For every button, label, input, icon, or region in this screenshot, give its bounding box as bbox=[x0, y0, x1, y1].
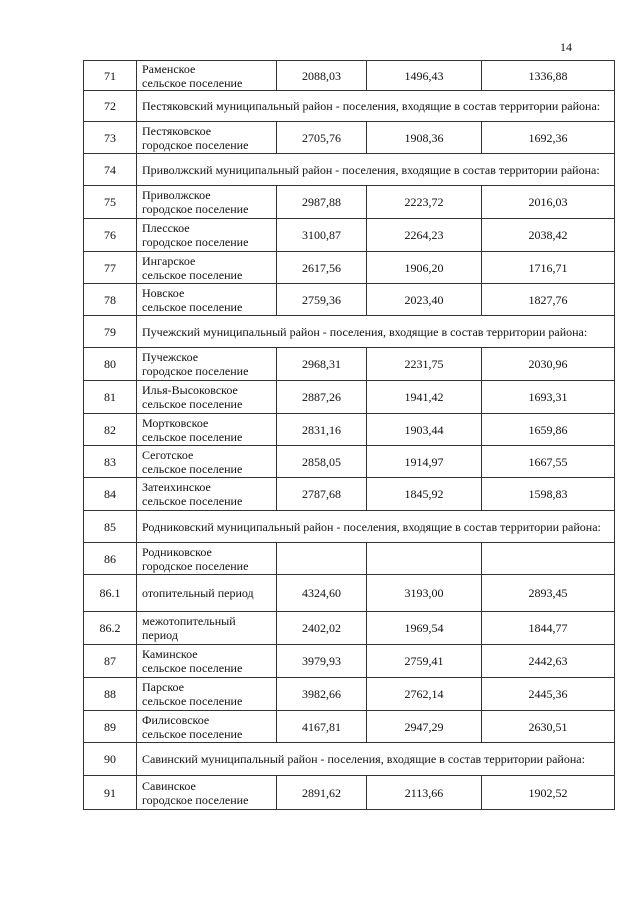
settlement-name bbox=[137, 219, 277, 252]
settlement-name-line: Новское bbox=[142, 285, 185, 300]
value-cell-v3: 1844,77 bbox=[482, 612, 615, 645]
settlement-name bbox=[137, 776, 277, 810]
value-cell-v3: 1659,86 bbox=[482, 414, 615, 446]
settlement-name bbox=[137, 645, 277, 678]
row-number: 86.2 bbox=[84, 612, 137, 645]
tariff-table bbox=[83, 60, 615, 810]
district-heading: Пестяковский муниципальный район - поселения, входящие в состав территории района: bbox=[137, 91, 615, 122]
table-row bbox=[84, 154, 615, 186]
value-cell-v1: 2987,88 bbox=[277, 186, 367, 219]
value-cell-v3: 1716,71 bbox=[482, 252, 615, 284]
table-row bbox=[84, 776, 615, 810]
table-row bbox=[84, 645, 615, 678]
value-cell-v1: 4324,60 bbox=[277, 575, 367, 612]
row-number: 89 bbox=[84, 711, 137, 743]
table-row bbox=[84, 348, 615, 381]
table-row bbox=[84, 381, 615, 414]
table-row bbox=[84, 575, 615, 612]
row-number: 80 bbox=[84, 348, 137, 381]
value-cell-v3: 1902,52 bbox=[482, 776, 615, 810]
row-number: 90 bbox=[84, 743, 137, 776]
row-number: 86 bbox=[84, 543, 137, 575]
settlement-name-line: Плесское bbox=[142, 221, 190, 235]
settlement-name-line: сельское поселение bbox=[142, 461, 243, 476]
settlement-name-line: городское поселение bbox=[142, 558, 249, 573]
value-cell-v2: 2023,40 bbox=[367, 284, 482, 316]
settlement-name-line: городское поселение bbox=[142, 235, 249, 249]
value-cell-v2: 1496,43 bbox=[367, 61, 482, 91]
value-cell-v2: 1906,20 bbox=[367, 252, 482, 284]
settlement-name-line: городское поселение bbox=[142, 202, 249, 216]
table-row bbox=[84, 511, 615, 543]
settlement-name-line: городское поселение bbox=[142, 792, 249, 807]
district-heading: Родниковский муниципальный район - поселения, входящие в состав территории района: bbox=[137, 511, 615, 543]
settlement-name bbox=[137, 186, 277, 219]
settlement-name-line: Пестяковское bbox=[142, 123, 212, 138]
value-cell-v1: 2787,68 bbox=[277, 478, 367, 511]
table-row bbox=[84, 122, 615, 154]
value-cell-v3: 1667,55 bbox=[482, 446, 615, 478]
settlement-name-line: Филисовское bbox=[142, 712, 210, 727]
value-cell-v2: 2231,75 bbox=[367, 348, 482, 381]
settlement-name-line: Ингарское bbox=[142, 253, 196, 268]
value-cell-v1: 2891,62 bbox=[277, 776, 367, 810]
table-row bbox=[84, 284, 615, 316]
settlement-name-line: Каминское bbox=[142, 647, 198, 661]
settlement-name bbox=[137, 61, 277, 91]
value-cell-v3: 1692,36 bbox=[482, 122, 615, 154]
settlement-name bbox=[137, 348, 277, 381]
settlement-name-line: городское поселение bbox=[142, 137, 249, 152]
settlement-name-line: Затеихинское bbox=[142, 480, 211, 494]
value-cell-v1: 2759,36 bbox=[277, 284, 367, 316]
page-number: 14 bbox=[560, 40, 572, 54]
table-row bbox=[84, 543, 615, 575]
settlement-name bbox=[137, 252, 277, 284]
settlement-name bbox=[137, 575, 277, 612]
value-cell-v3: 2030,96 bbox=[482, 348, 615, 381]
settlement-name-line: Сеготское bbox=[142, 447, 194, 462]
district-heading: Приволжский муниципальный район - поселения, входящие в состав территории района: bbox=[137, 154, 615, 186]
value-cell-v3: 1336,88 bbox=[482, 61, 615, 91]
table-row bbox=[84, 186, 615, 219]
value-cell-v2 bbox=[367, 543, 482, 575]
settlement-name-line: сельское поселение bbox=[142, 429, 243, 444]
row-number: 73 bbox=[84, 122, 137, 154]
table-row bbox=[84, 446, 615, 478]
settlement-name bbox=[137, 612, 277, 645]
settlement-name bbox=[137, 414, 277, 446]
settlement-name-line: сельское поселение bbox=[142, 726, 243, 741]
value-cell-v1: 3982,66 bbox=[277, 678, 367, 711]
row-number: 81 bbox=[84, 381, 137, 414]
settlement-name bbox=[137, 122, 277, 154]
table-row bbox=[84, 478, 615, 511]
row-number: 71 bbox=[84, 61, 137, 91]
value-cell-v3: 1693,31 bbox=[482, 381, 615, 414]
settlement-name bbox=[137, 678, 277, 711]
settlement-name-line: период bbox=[142, 628, 178, 642]
value-cell-v1: 2617,56 bbox=[277, 252, 367, 284]
table-row bbox=[84, 743, 615, 776]
settlement-name-line: Родниковское bbox=[142, 544, 212, 559]
settlement-name-line: сельское поселение bbox=[142, 267, 243, 282]
value-cell-v3: 2630,51 bbox=[482, 711, 615, 743]
value-cell-v2: 1908,36 bbox=[367, 122, 482, 154]
value-cell-v2: 1903,44 bbox=[367, 414, 482, 446]
value-cell-v3: 2038,42 bbox=[482, 219, 615, 252]
settlement-name-line: межотопительный bbox=[142, 614, 236, 628]
table-row bbox=[84, 678, 615, 711]
value-cell-v3: 2445,36 bbox=[482, 678, 615, 711]
value-cell-v1: 2858,05 bbox=[277, 446, 367, 478]
settlement-name-line: сельское поселение bbox=[142, 299, 243, 314]
table-row bbox=[84, 414, 615, 446]
settlement-name-line: сельское поселение bbox=[142, 694, 243, 708]
settlement-name-line: городское поселение bbox=[142, 364, 249, 378]
table-row bbox=[84, 316, 615, 348]
row-number: 74 bbox=[84, 154, 137, 186]
settlement-name bbox=[137, 478, 277, 511]
row-number: 83 bbox=[84, 446, 137, 478]
row-number: 86.1 bbox=[84, 575, 137, 612]
settlement-name-line: Приволжское bbox=[142, 188, 211, 202]
value-cell-v3: 2016,03 bbox=[482, 186, 615, 219]
table-row bbox=[84, 61, 615, 91]
table-row bbox=[84, 91, 615, 122]
value-cell-v2: 2223,72 bbox=[367, 186, 482, 219]
value-cell-v1: 4167,81 bbox=[277, 711, 367, 743]
row-number: 77 bbox=[84, 252, 137, 284]
settlement-name-line: Парское bbox=[142, 680, 185, 694]
settlement-name-line: сельское поселение bbox=[142, 397, 243, 411]
value-cell-v1: 2968,31 bbox=[277, 348, 367, 381]
table-body bbox=[84, 61, 615, 810]
row-number: 79 bbox=[84, 316, 137, 348]
value-cell-v1: 3100,87 bbox=[277, 219, 367, 252]
row-number: 76 bbox=[84, 219, 137, 252]
value-cell-v1 bbox=[277, 543, 367, 575]
settlement-name bbox=[137, 284, 277, 316]
value-cell-v3: 1827,76 bbox=[482, 284, 615, 316]
settlement-name-line: Илья-Высоковское bbox=[142, 383, 238, 397]
value-cell-v1: 3979,93 bbox=[277, 645, 367, 678]
value-cell-v1: 2705,76 bbox=[277, 122, 367, 154]
row-number: 78 bbox=[84, 284, 137, 316]
value-cell-v2: 2264,23 bbox=[367, 219, 482, 252]
district-heading: Пучежский муниципальный район - поселения, входящие в состав территории района: bbox=[137, 316, 615, 348]
table-row bbox=[84, 612, 615, 645]
row-number: 84 bbox=[84, 478, 137, 511]
row-number: 88 bbox=[84, 678, 137, 711]
value-cell-v2: 2762,14 bbox=[367, 678, 482, 711]
row-number: 82 bbox=[84, 414, 137, 446]
value-cell-v2: 1914,97 bbox=[367, 446, 482, 478]
settlement-name-line: сельское поселение bbox=[142, 494, 243, 508]
table-row bbox=[84, 219, 615, 252]
settlement-name-line: Савинское bbox=[142, 778, 196, 793]
row-number: 75 bbox=[84, 186, 137, 219]
settlement-name-line: отопительный период bbox=[142, 586, 254, 600]
value-cell-v1: 2887,26 bbox=[277, 381, 367, 414]
value-cell-v2: 3193,00 bbox=[367, 575, 482, 612]
value-cell-v3: 2893,45 bbox=[482, 575, 615, 612]
row-number: 91 bbox=[84, 776, 137, 810]
value-cell-v1: 2088,03 bbox=[277, 61, 367, 91]
value-cell-v3: 1598,83 bbox=[482, 478, 615, 511]
value-cell-v1: 2402,02 bbox=[277, 612, 367, 645]
settlement-name-line: сельское поселение bbox=[142, 75, 243, 90]
value-cell-v3 bbox=[482, 543, 615, 575]
row-number: 72 bbox=[84, 91, 137, 122]
settlement-name bbox=[137, 543, 277, 575]
value-cell-v2: 2113,66 bbox=[367, 776, 482, 810]
settlement-name bbox=[137, 711, 277, 743]
table-row bbox=[84, 252, 615, 284]
table-row bbox=[84, 711, 615, 743]
settlement-name-line: сельское поселение bbox=[142, 661, 243, 675]
value-cell-v2: 1941,42 bbox=[367, 381, 482, 414]
value-cell-v2: 2759,41 bbox=[367, 645, 482, 678]
settlement-name-line: Мортковское bbox=[142, 415, 209, 430]
value-cell-v3: 2442,63 bbox=[482, 645, 615, 678]
settlement-name-line: Раменское bbox=[142, 61, 196, 76]
value-cell-v2: 2947,29 bbox=[367, 711, 482, 743]
value-cell-v2: 1845,92 bbox=[367, 478, 482, 511]
value-cell-v1: 2831,16 bbox=[277, 414, 367, 446]
row-number: 85 bbox=[84, 511, 137, 543]
row-number: 87 bbox=[84, 645, 137, 678]
settlement-name bbox=[137, 381, 277, 414]
settlement-name-line: Пучежское bbox=[142, 350, 199, 364]
settlement-name bbox=[137, 446, 277, 478]
district-heading: Савинский муниципальный район - поселения, входящие в состав территории района: bbox=[137, 743, 615, 776]
value-cell-v2: 1969,54 bbox=[367, 612, 482, 645]
